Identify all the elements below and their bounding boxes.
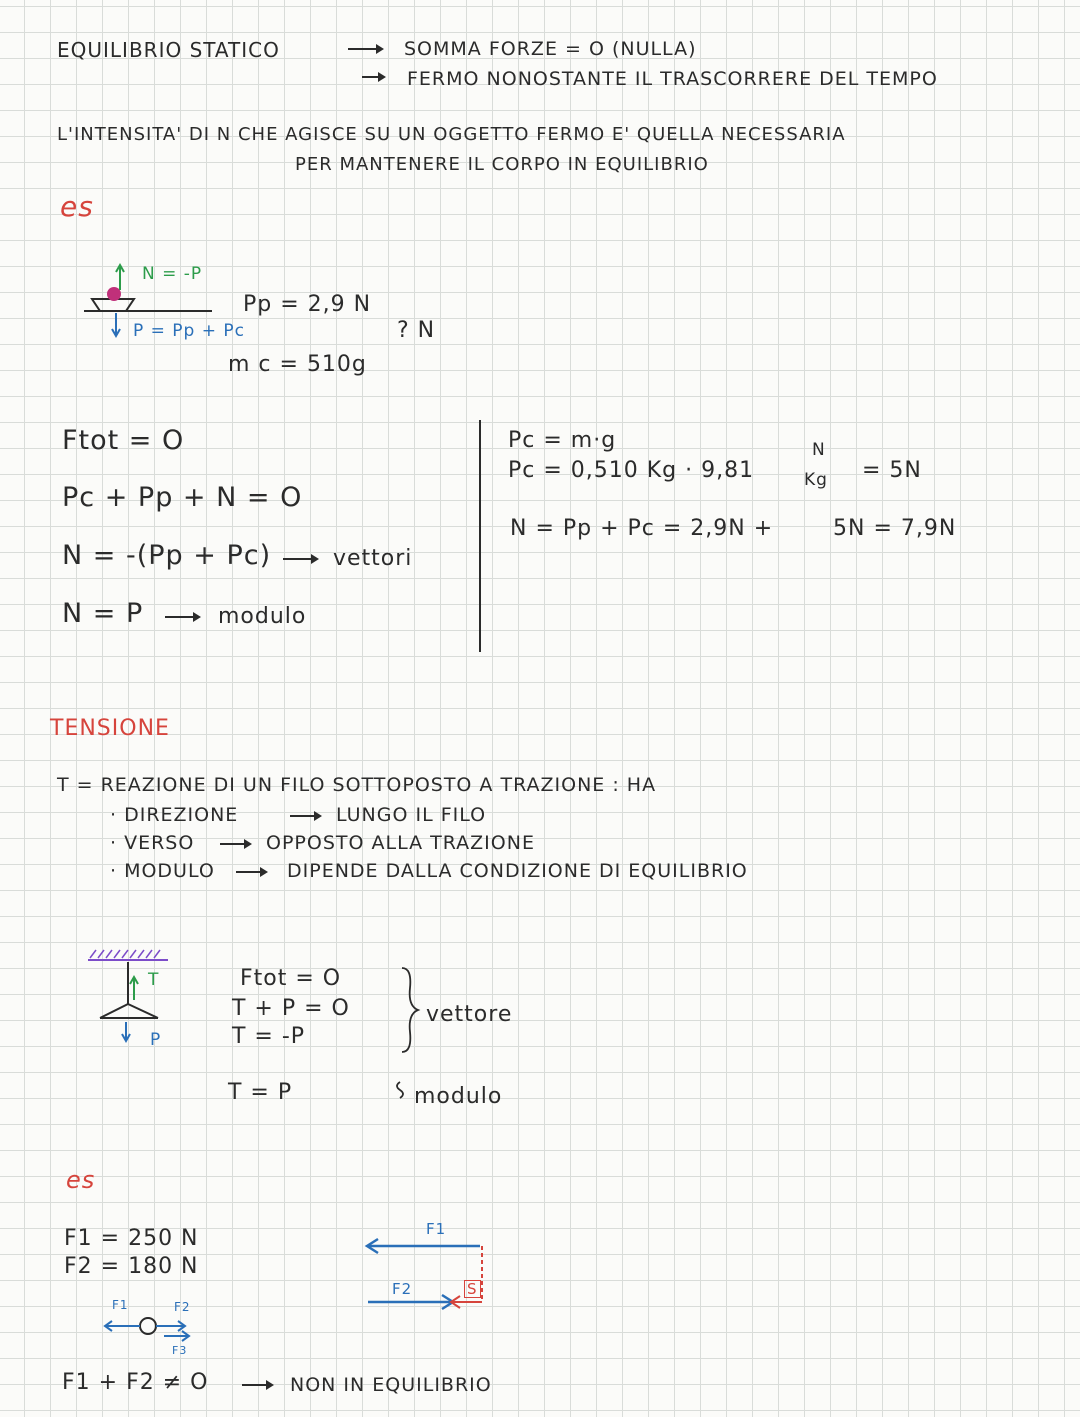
example-label-2: es (66, 1166, 96, 1194)
weight-plate: Pp = 2,9 N (243, 292, 372, 317)
intro-line-1: L'INTENSITA' DI N CHE AGISCE SU UN OGGETTO FERMO E' QUELLA NECESSARIA (57, 124, 846, 145)
vector-f2-label: F2 (392, 1280, 413, 1298)
tension-direction-key: · DIREZIONE (110, 804, 239, 826)
mass-cherry: m c = 510g (228, 352, 367, 377)
sum-not-zero: F1 + F2 ≠ O (62, 1370, 209, 1395)
header-line-1: SOMMA FORZE = O (NULLA) (404, 38, 697, 60)
tension-definition: T = REAZIONE DI UN FILO SOTTOPOSTO A TRAZIONE : HA (57, 774, 657, 796)
diagram-f3-label: F3 (172, 1344, 188, 1357)
header-line-2: FERMO NONOSTANTE IL TRASCORRERE DEL TEMPO (407, 68, 938, 90)
tension-modulo-key: · MODULO (110, 860, 215, 882)
diagram-f1-label: F1 (112, 1298, 129, 1312)
tension-p-label: P (150, 1030, 162, 1050)
equation-sum: Pc + Pp + N = O (62, 482, 303, 513)
note-vettori: vettori (333, 546, 413, 571)
equation-ftot: Ftot = O (62, 425, 185, 456)
calc-n-result: 5N = 7,9N (833, 516, 957, 541)
note-modulo: modulo (218, 604, 307, 629)
calc-n-sum: N = Pp + Pc = 2,9N + (510, 516, 774, 541)
diagram-f2-label: F2 (174, 1300, 191, 1314)
calc-pc-values: Pc = 0,510 Kg · 9,81 (508, 458, 755, 483)
note-vettore: vettore (426, 1002, 513, 1027)
force-f2-value: F2 = 180 N (64, 1254, 199, 1279)
unit-numerator: N (812, 440, 826, 460)
tension-t-label: T (148, 970, 160, 990)
equation-vector: N = -(Pp + Pc) (62, 540, 272, 571)
tension-direction-value: LUNGO IL FILO (336, 804, 487, 826)
tension-eq-ftot: Ftot = O (240, 966, 342, 991)
tension-verso-value: OPPOSTO ALLA TRAZIONE (266, 832, 535, 854)
section-heading-tensione: TENSIONE (50, 716, 170, 741)
tension-eq-sum: T + P = O (232, 996, 350, 1021)
page-title: EQUILIBRIO STATICO (57, 38, 280, 62)
unit-denominator: Kg (804, 470, 828, 490)
vector-s-label: S (464, 1280, 481, 1298)
intro-line-2: PER MANTENERE IL CORPO IN EQUILIBRIO (295, 154, 709, 175)
tension-eq-modulo: T = P (228, 1080, 293, 1105)
tension-eq-vector: T = -P (232, 1024, 306, 1049)
vector-f1-label: F1 (426, 1220, 447, 1238)
note-modulo-2: modulo (414, 1084, 503, 1109)
result-not-equilibrium: NON IN EQUILIBRIO (290, 1374, 492, 1396)
equation-modulo: N = P (62, 598, 144, 629)
calc-pc-formula: Pc = m·g (508, 428, 617, 453)
force-f1-value: F1 = 250 N (64, 1226, 199, 1251)
weight-label: P = Pp + Pc (133, 321, 245, 341)
tension-verso-key: · VERSO (110, 832, 195, 854)
unknown-n: ? N (397, 318, 436, 343)
normal-force-label: N = -P (142, 264, 203, 284)
tension-modulo-value: DIPENDE DALLA CONDIZIONE DI EQUILIBRIO (287, 860, 748, 882)
arrow-icon (242, 1384, 272, 1386)
example-label: es (60, 190, 94, 223)
calc-pc-result: = 5N (862, 458, 922, 483)
